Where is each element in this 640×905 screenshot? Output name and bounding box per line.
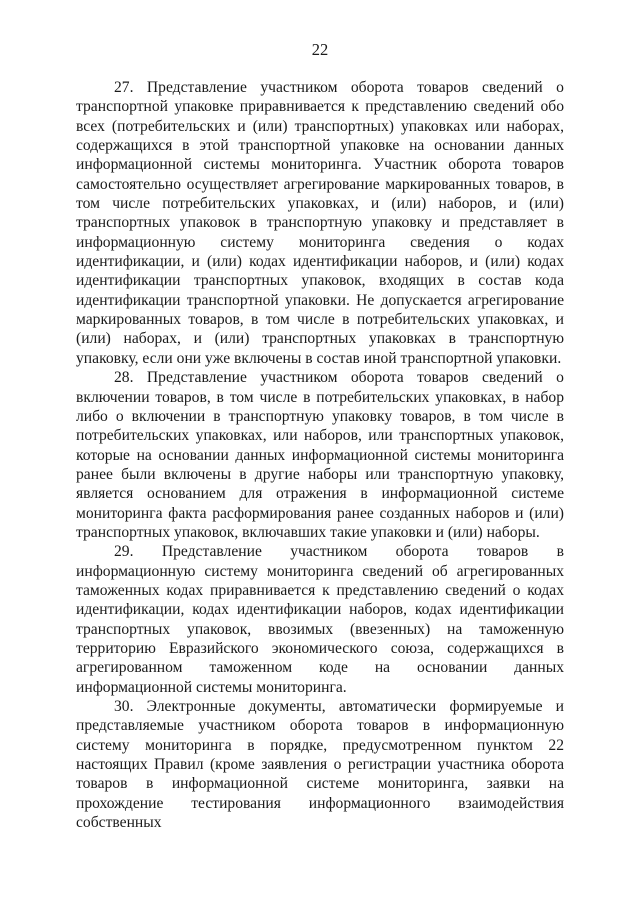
paragraph-27 <box>76 78 564 368</box>
paragraph-number: 28. <box>114 369 134 387</box>
paragraph-text: Электронные документы, автоматически формируемые и представляемые участником оборота товаров в информационную систему мониторинга в порядке, предусмотренном пунктом 22 настоящих Правил (кроме заявления о регистрации участника оборота товаров в информационной системе мониторинга, заявки на прохождение тестирования информационного взаимодействия собственных <box>76 698 564 832</box>
paragraph-number: 29. <box>114 543 134 561</box>
paragraph-text: Представление участником оборота товаров сведений о транспортной упаковке приравнивается к представлению сведений обо всех (потребительских и (или) транспортных) упаковках или наборах, содержащихся в этой транспортной упаковке на основании данных информационной системы мониторинга. Участник оборота товаров самостоятельно осуществляет агрегирование маркированных товаров, в том числе потребительских упаковках, и (или) наборов, и (или) транспортных упаковок в транспортную упаковку и представляет в информационную систему мониторинга сведения о кодах идентификации, и (или) кодах идентификации наборов, и (или) кодах идентификации транспортных упаковок, входящих в состав кода идентификации транспортной упаковки. Не допускается агрегирование маркированных товаров, в том числе в потребительских упаковках, и (или) наборах, и (или) транспортных упаковках в транспортную упаковку, если они уже включены в состав иной транспортной упаковки. <box>76 79 564 367</box>
paragraph-28 <box>76 368 564 542</box>
paragraph-text: Представление участником оборота товаров в информационную систему мониторинга сведений об агрегированных таможенных кодах приравнивается к представлению сведений о кодах идентификации, кодах идентификации наборов, кодах идентификации транспортных упаковок, ввозимых (ввезенных) на таможенную территорию Евразийского экономического союза, содержащихся в агрегированном таможенном коде на основании данных информационной системы мониторинга. <box>76 543 564 696</box>
paragraph-number: 27. <box>114 79 134 96</box>
paragraph-30 <box>76 697 564 832</box>
paragraph-number: 30. <box>114 698 134 715</box>
document-body <box>76 78 564 832</box>
page-number: 22 <box>311 40 329 59</box>
paragraph-29 <box>76 542 564 697</box>
paragraph-text: Представление участником оборота товаров сведений о включении товаров, в том числе в потребительских упаковках, в набор либо о включении в транспортную упаковку товаров, в том числе в потребительских упаковках, или наборов, или транспортных упаковок, которые на основании данных информационной системы мониторинга ранее были включены в другие наборы или транспортную упаковку, является основанием для отражения в информационной системе мониторинга факта расформирования ранее созданных наборов и (или) транспортных упаковок, включавших такие упаковки и (или) наборы. <box>76 369 564 541</box>
